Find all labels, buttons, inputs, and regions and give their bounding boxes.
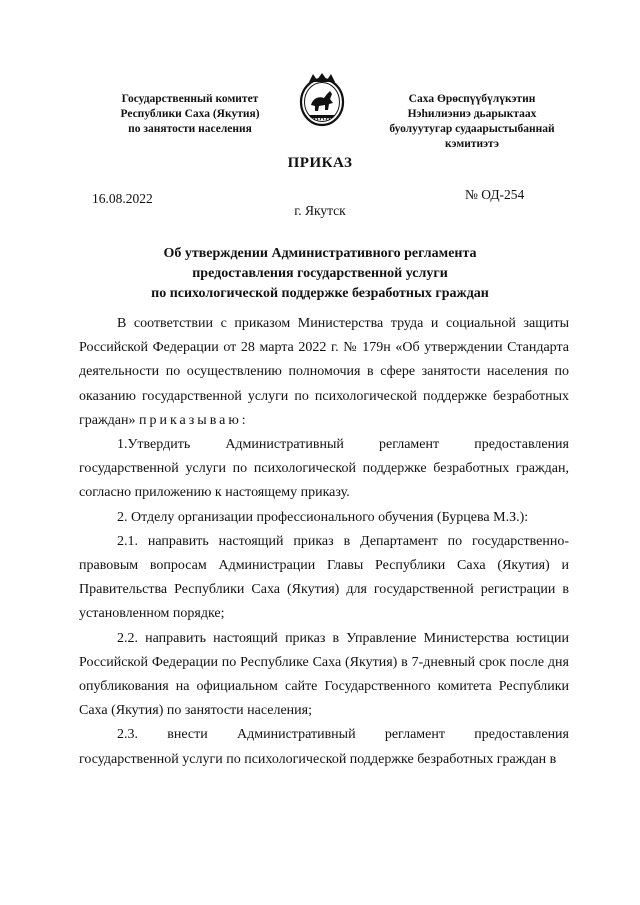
intro-paragraph [79, 312, 569, 433]
paragraph-2-1: 2.1. направить настоящий приказ в Департамент по государственно-правовым вопросам Администрации Главы Республики Саха (Якутия) и Правительства Республики Саха (Якутия) для государственной регистрации в установленном порядке; [79, 533, 569, 622]
document-body [79, 312, 569, 772]
subject-line: по психологической поддержке безработных граждан [151, 286, 489, 301]
intro-text: В соответствии с приказом Министерства труда и социальной защиты Российской Федерации от 28 марта 2022 г. № 179н «Об утверждении Стандарта деятельности по осуществлению полномочия в сфере занятости населения по оказанию государственной услуги по психологической поддержке безработных граждан» [79, 316, 569, 428]
paragraph-2: 2. Отделу организации профессионального обучения (Бурцева М.З.): [117, 509, 529, 525]
paragraph-1: 1.Утвердить Административный регламент предоставления государственной услуги по психологической поддержке безработных граждан, согласно приложению к настоящему приказу. [79, 437, 569, 501]
paragraph-2-3: 2.3. внести Административный регламент предоставления государственной услуги по психологической поддержке безработных граждан в [79, 727, 569, 767]
header-right-line: кэмитиэтэ [445, 138, 499, 150]
coat-of-arms-icon [297, 72, 347, 128]
header-left-org [100, 92, 280, 137]
paragraph-2-2: 2.2. направить настоящий приказ в Управление Министерства юстиции Российской Федерации по Республике Саха (Якутия) в 7-дневный срок после дня опубликования на официальном сайте Государственного комитета Республики Саха (Якутия) по занятости населения; [79, 630, 569, 719]
header-right-line: Саха Өрөспүүбүлүкэтин [408, 93, 536, 105]
document-title: ПРИКАЗ [287, 155, 353, 171]
subject-line: предоставления государственной услуги [192, 266, 448, 281]
header-left-line: по занятости населения [128, 123, 252, 135]
header-left-line: Государственный комитет [121, 93, 259, 105]
header-right-line: Нэһилиэниэ дьарыктаах [407, 108, 537, 120]
document-date: 16.08.2022 [92, 191, 153, 206]
subject-line: Об утверждении Административного регламента [163, 246, 477, 261]
header-left-line: Республики Саха (Якутия) [120, 108, 260, 120]
header-right-org [372, 92, 572, 152]
intro-command: приказываю: [138, 412, 249, 428]
header-right-line: буолуутугар судаарыстыбаннай [389, 123, 555, 135]
document-city: г. Якутск [294, 203, 346, 218]
document-number: № ОД-254 [465, 187, 525, 202]
document-subject [0, 244, 640, 304]
